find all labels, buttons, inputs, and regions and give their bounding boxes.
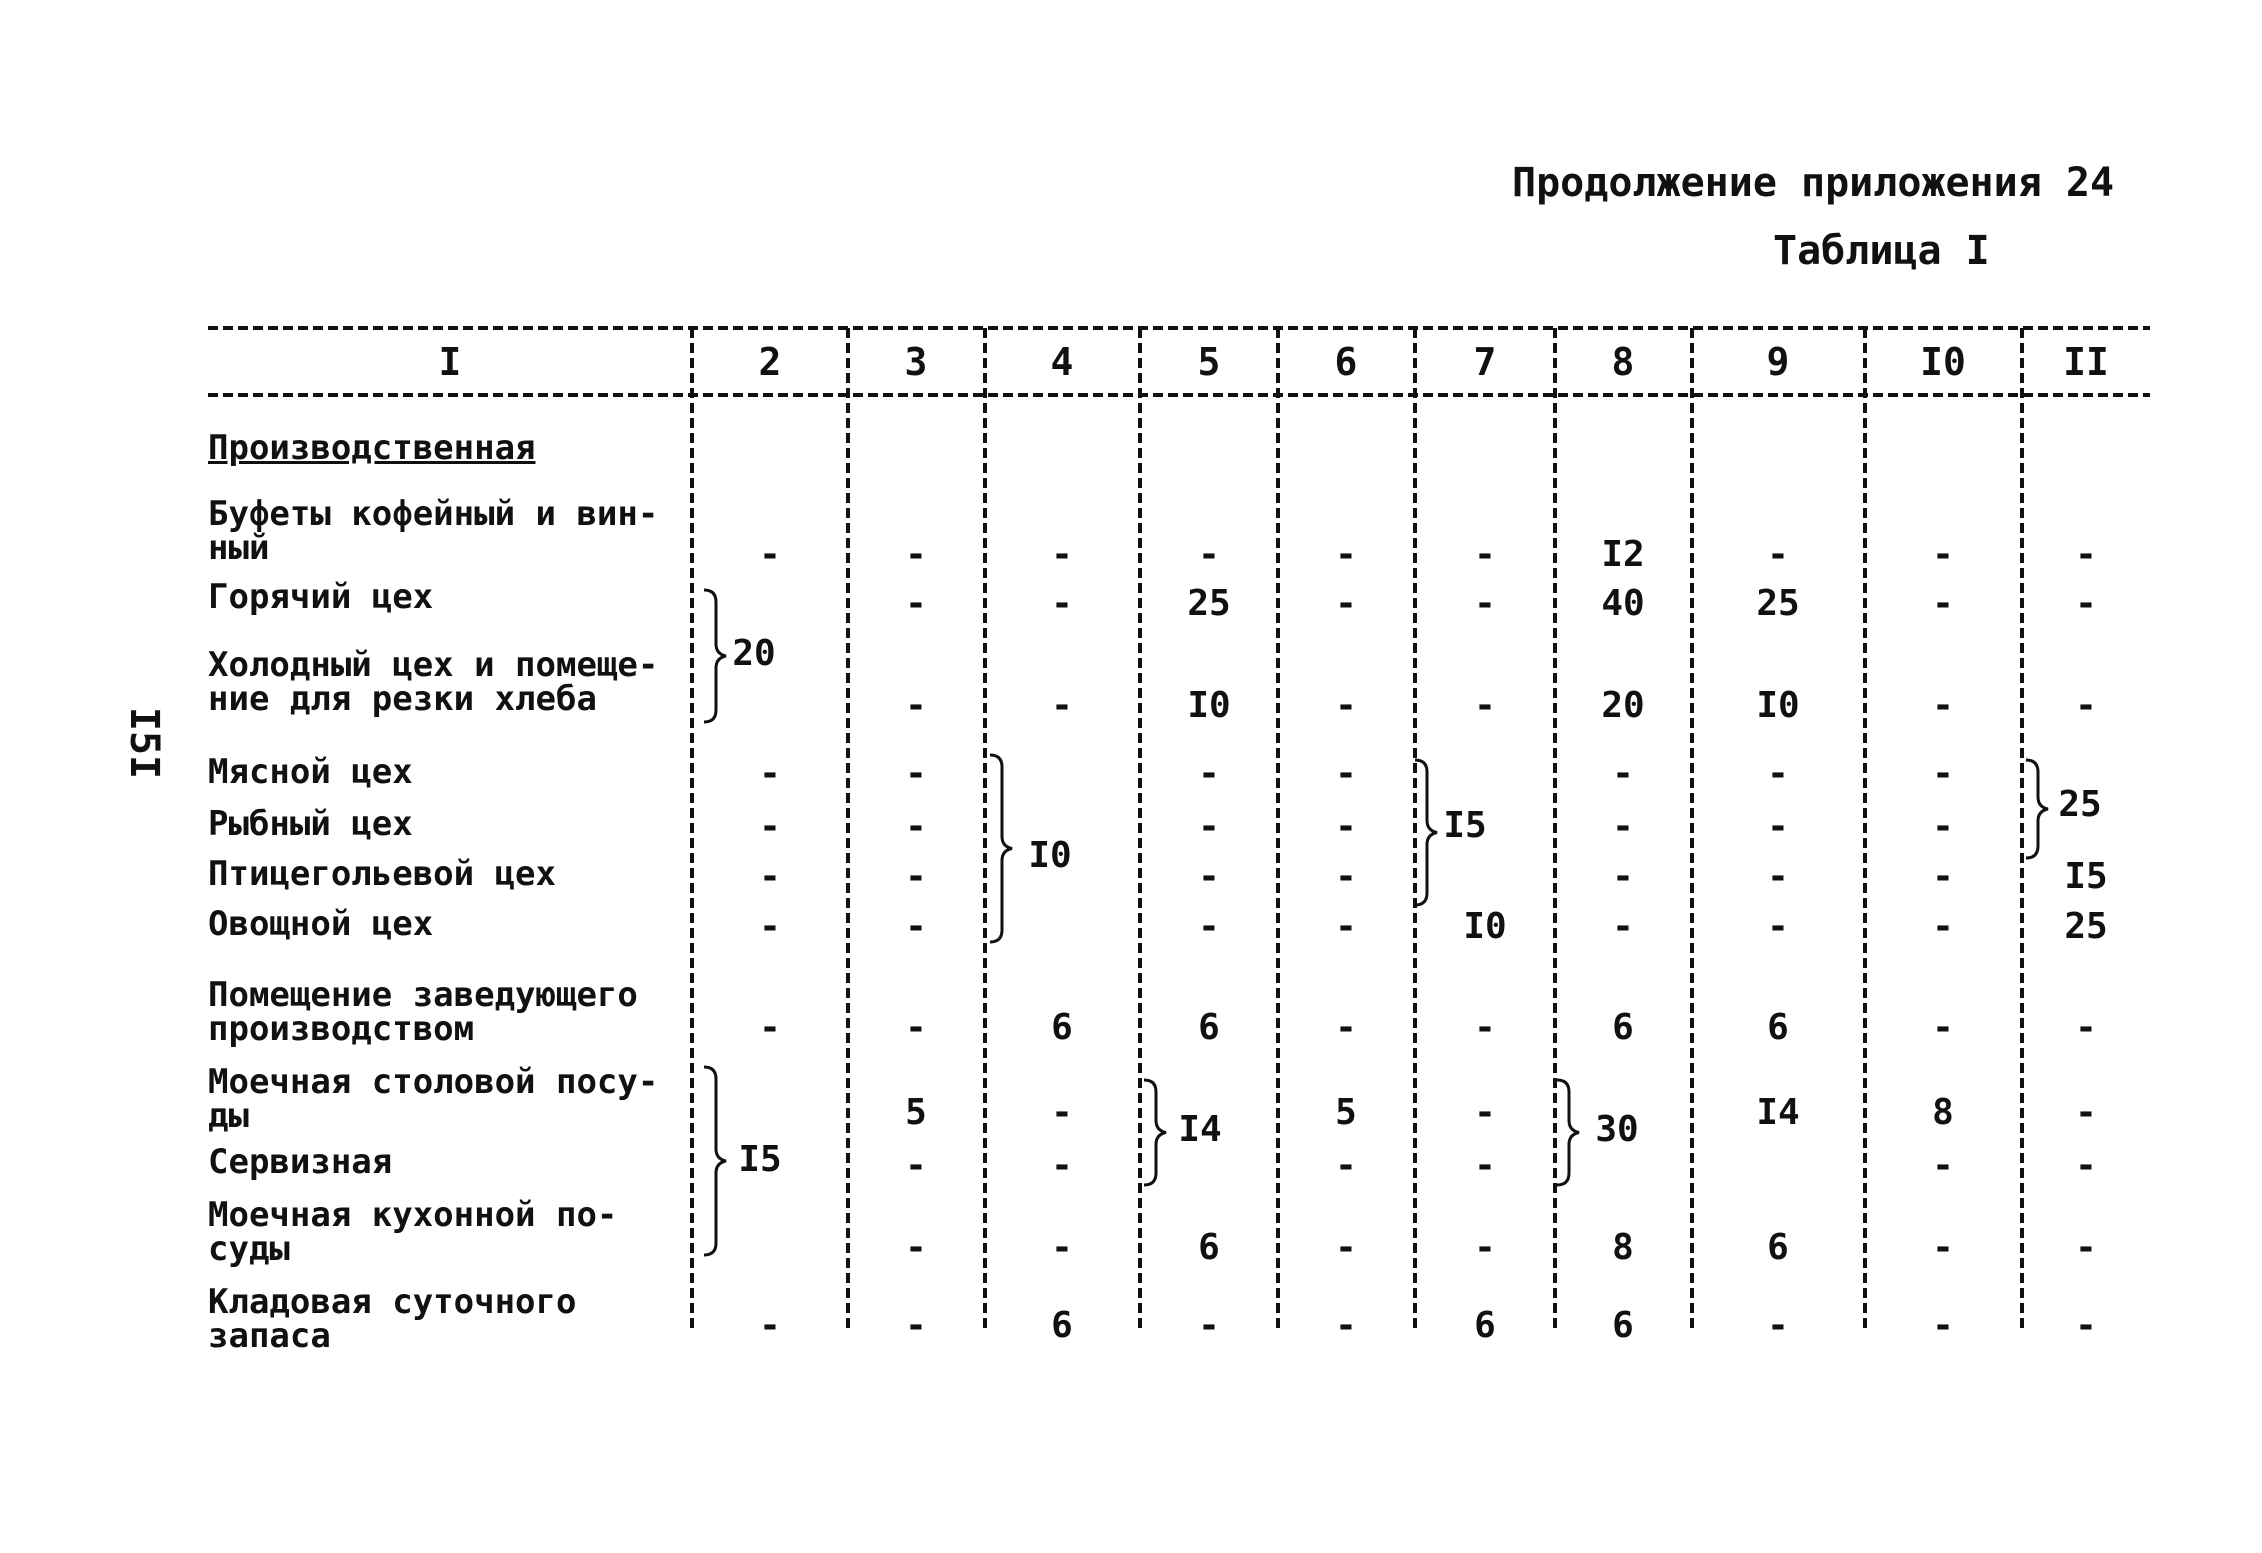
table-cell: - [905,1305,927,1346]
table-cell: - [1051,583,1073,624]
table-cell: - [2075,1092,2097,1133]
braced-value: I5 [1443,805,1487,846]
table-cell: - [759,806,781,847]
column-header: 8 [1611,340,1635,384]
table-cell: - [2075,1227,2097,1268]
table-cell: - [2075,685,2097,726]
table-cell: - [1335,806,1357,847]
table-cell: 6 [1474,1305,1496,1346]
table-cell: - [1198,806,1220,847]
table-cell: I0 [1463,906,1507,947]
table-cell: - [905,1145,927,1186]
table-cell: 6 [1198,1007,1220,1048]
table-cell: - [1767,906,1789,947]
table-cell: - [759,906,781,947]
table-cell: - [1335,856,1357,897]
table-cell: 25 [1756,583,1800,624]
table-cell: - [1051,685,1073,726]
braced-value: I0 [1028,835,1072,876]
column-header: I [438,340,462,384]
table-cell: - [2075,534,2097,575]
column-header: I0 [1920,340,1966,384]
table-cell: - [1198,856,1220,897]
table-cell: - [2075,583,2097,624]
table-cell: - [905,685,927,726]
table-cell: - [1335,583,1357,624]
table-cell: - [2075,1007,2097,1048]
table-cell: - [2075,1305,2097,1346]
table-cell: - [1051,534,1073,575]
braced-value: 20 [732,633,776,674]
column-header: 7 [1473,340,1497,384]
table-cell: - [1932,534,1954,575]
braced-value: 30 [1595,1109,1639,1150]
table-cell: - [1474,1227,1496,1268]
table-cell: - [1932,685,1954,726]
table-cell: - [1612,806,1634,847]
braced-value: I4 [1178,1109,1222,1150]
table-cell: - [1612,856,1634,897]
table-cell: - [905,806,927,847]
table-cell: - [759,1007,781,1048]
row-label: Помещение заведующего производством [208,975,638,1049]
table-cell: 5 [1335,1092,1357,1133]
table-cell: - [1474,534,1496,575]
table-cell: - [1932,1007,1954,1048]
table-cell: - [1767,534,1789,575]
table-cell: - [1474,1145,1496,1186]
column-header: 3 [904,340,928,384]
brace-col5_washing [1144,1080,1166,1185]
column-header: 5 [1197,340,1221,384]
table-cell: - [1335,753,1357,794]
table-cell: - [1335,685,1357,726]
table-cell: - [1932,1227,1954,1268]
section-title: Производственная [208,428,536,468]
table-cell: - [905,534,927,575]
table-cell: I0 [1187,685,1231,726]
column-header: 9 [1766,340,1790,384]
table-cell: - [1612,906,1634,947]
continuation-heading: Продолжение приложения 24 [1512,160,2115,206]
row-label: Овощной цех [208,904,434,944]
table-cell: 20 [1601,685,1645,726]
table-cell: - [1932,1305,1954,1346]
row-label: Мясной цех [208,752,413,792]
table-cell: - [1051,1145,1073,1186]
table-cell: - [1198,753,1220,794]
table-cell: - [1932,906,1954,947]
page-number: I5I [121,706,168,780]
table-cell: 6 [1198,1227,1220,1268]
brace-col7_meat_poultry [1415,760,1437,905]
table-cell: - [1767,1305,1789,1346]
table-cell: - [1932,583,1954,624]
braced-value: I5 [738,1139,782,1180]
table-cell: 6 [1612,1305,1634,1346]
table-cell: - [1474,685,1496,726]
table-cell: - [1767,856,1789,897]
row-label: Буфеты кофейный и вин- ный [208,494,659,568]
table-cell: 6 [1767,1007,1789,1048]
column-header: 6 [1334,340,1358,384]
table-cell: - [1335,1007,1357,1048]
row-label: Моечная кухонной по- суды [208,1195,618,1269]
table-cell: - [759,856,781,897]
table-cell: - [1198,906,1220,947]
table-cell: - [1335,906,1357,947]
table-cell: - [905,583,927,624]
table-cell: - [905,906,927,947]
column-header: 2 [758,340,782,384]
table-title: Таблица I [1773,228,1990,274]
braced-value: 25 [2058,784,2102,825]
table-cell: - [1051,1092,1073,1133]
table-cell: - [1932,1145,1954,1186]
table-cell: - [905,1227,927,1268]
column-header: 4 [1050,340,1074,384]
table-cell: - [1335,1305,1357,1346]
table-cell: - [1335,1145,1357,1186]
table-cell: - [905,1007,927,1048]
table-cell: - [1198,534,1220,575]
table-cell: 40 [1601,583,1645,624]
row-label: Рыбный цех [208,804,413,844]
table-cell: 25 [2064,906,2108,947]
brace-col2_washing [704,1067,726,1255]
table-cell: - [2075,1145,2097,1186]
brace-col4_meat_veg [990,755,1012,942]
table-cell: - [905,753,927,794]
table-cell: 8 [1932,1092,1954,1133]
table-cell: 8 [1612,1227,1634,1268]
row-label: Сервизная [208,1142,393,1182]
table-cell: 6 [1612,1007,1634,1048]
table-cell: I0 [1756,685,1800,726]
table-cell: I5 [2064,856,2108,897]
table-cell: - [1474,1092,1496,1133]
table-cell: - [1767,806,1789,847]
table-cell: - [759,753,781,794]
table-cell: - [1767,753,1789,794]
table-cell: - [759,1305,781,1346]
table-cell: - [1335,534,1357,575]
table-cell: - [905,856,927,897]
table-cell: - [1612,753,1634,794]
row-label: Холодный цех и помеще- ние для резки хлеба [208,645,659,719]
column-header: II [2063,340,2109,384]
table-cell: - [1051,1227,1073,1268]
table-cell: 6 [1051,1007,1073,1048]
table-cell: I2 [1601,534,1645,575]
table-cell: - [1198,1305,1220,1346]
brace-col2_hot_cold [704,590,726,722]
table-cell: - [1335,1227,1357,1268]
row-label: Кладовая суточного запаса [208,1282,577,1356]
table-cell: 6 [1767,1227,1789,1268]
table-cell: 5 [905,1092,927,1133]
row-label: Горячий цех [208,577,434,617]
table-cell: - [1932,753,1954,794]
table-cell: - [1474,583,1496,624]
table-cell: - [1932,806,1954,847]
row-label: Птицегольевой цех [208,854,556,894]
brace-col8_washing [1557,1080,1579,1185]
table-cell: 25 [1187,583,1231,624]
table-cell: - [1932,856,1954,897]
table-cell: - [1474,1007,1496,1048]
table-cell: 6 [1051,1305,1073,1346]
row-label: Моечная столовой посу- ды [208,1062,659,1136]
brace-col11_meat_fish [2026,760,2048,858]
table-cell: I4 [1756,1092,1800,1133]
table-cell: - [759,534,781,575]
